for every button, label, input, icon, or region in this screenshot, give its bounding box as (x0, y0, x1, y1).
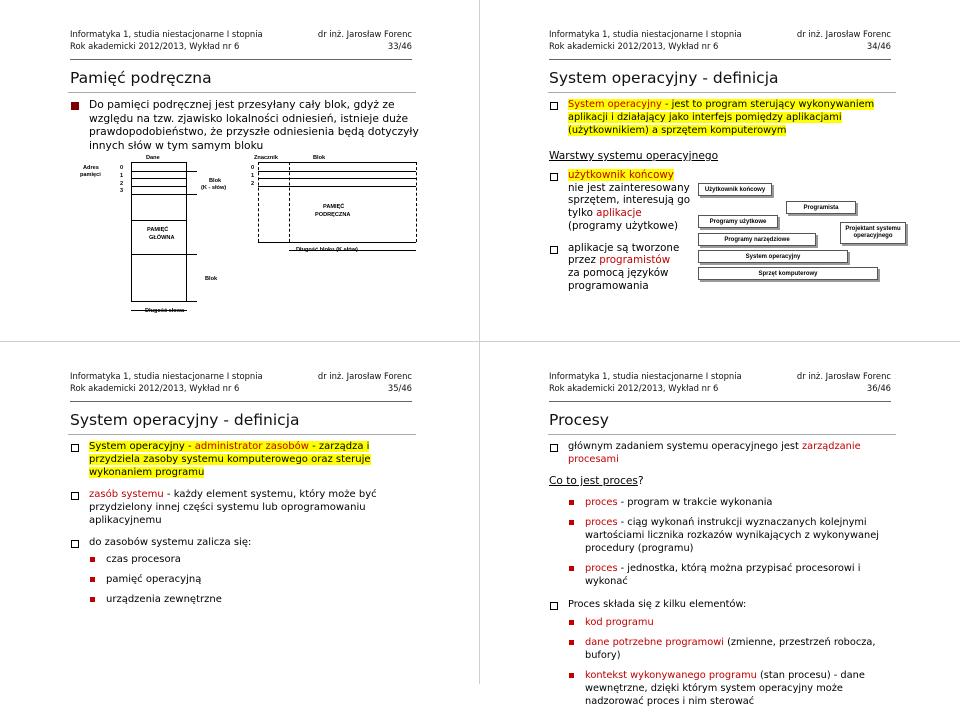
layer-applications: Programy użytkowe (698, 215, 778, 228)
author-name: dr inż. Jarosław Forenc (317, 371, 412, 381)
red-text: kontekst wykonywanego programu (585, 670, 757, 681)
red-text: kod programu (585, 617, 654, 628)
label-dlugosc-bloku: Długość bloku (K słów) (296, 247, 358, 253)
text: tylko (568, 207, 597, 220)
author-name: dr inż. Jarosław Forenc (317, 29, 412, 39)
text: aplikacje są tworzone (568, 241, 680, 254)
author-name: dr inż. Jarosław Forenc (796, 29, 891, 39)
bullet: Proces składa się z kilku elementów: (549, 598, 899, 611)
row-index: 0 (120, 165, 124, 171)
cache-edge (416, 162, 417, 242)
course-name: Informatyka 1, studia niestacjonarne I stopnia (549, 371, 742, 381)
slide-36 (480, 342, 960, 707)
text: - ciąg wykonań instrukcji wyznaczanych kolejnymi wartościami licznika rozkazów wynikających z wykonywanej procedury (programu) (585, 517, 879, 554)
course-name: Informatyka 1, studia niestacjonarne I stopnia (549, 29, 742, 39)
text: ? (637, 475, 644, 487)
title-rule (68, 434, 416, 435)
layers-heading: Warstwy systemu operacyjnego (549, 150, 719, 162)
label-blok-bottom: Blok (205, 276, 218, 282)
bracket (187, 194, 197, 195)
header-rule (549, 59, 891, 60)
label-pamieci: pamięci (80, 172, 101, 178)
page-number: 36/46 (866, 383, 891, 393)
layer-utilities: Programy narzędziowe (698, 233, 816, 246)
definition-text: - jest to program sterujący wykonywaniem aplikacji i działający jako interfejs pomiędzy aplikacjami (użytkownikiem) a sprzętem komputerowym (568, 99, 875, 136)
layer-os-designer (840, 222, 906, 244)
memory-diagram (67, 155, 415, 318)
label-znacznik: Znacznik (254, 155, 278, 161)
text: - zarządza i przydziela zasoby systemu komputerowego oraz steruje wykonaniem programu (89, 441, 371, 478)
author-name: dr inż. Jarosław Forenc (796, 371, 891, 381)
divider (258, 242, 416, 243)
header-rule (70, 59, 412, 60)
text: - jednostka, którą można przypisać procesorowi i wykonać (585, 563, 861, 587)
slide-header (549, 370, 891, 402)
sub-bullet: urządzenia zewnętrzne (89, 593, 420, 606)
layer-os: System operacyjny (698, 250, 848, 263)
divider (131, 254, 187, 255)
definition-item (568, 562, 899, 588)
red-text: proces (585, 497, 618, 508)
text: System operacyjny - (89, 441, 195, 452)
label-blok-top: Blok (313, 155, 326, 161)
bullet: Do pamięci podręcznej jest przesyłany cały blok, gdyż ze względu na tzw. zjawisko lokalności odniesień, istnieje duże prawdopodobieństwo, że przyszłe odniesienia będą dotyczyły innych słów w tym samym bloku (70, 98, 420, 153)
apps-bullet (549, 242, 699, 293)
element-item (568, 636, 899, 662)
label-dlugosc-slowa: Długość słowa (145, 308, 185, 314)
element-item (568, 669, 899, 708)
slide-body (70, 98, 420, 162)
divider (131, 178, 187, 179)
red-text: dane potrzebne programowi (585, 637, 724, 648)
row-index: 1 (120, 173, 124, 179)
slide-title: System operacyjny - definicja (549, 69, 779, 87)
question (549, 475, 899, 488)
row-index: 0 (251, 165, 255, 171)
definition-item (568, 496, 899, 509)
course-name: Informatyka 1, studia niestacjonarne I stopnia (70, 29, 263, 39)
label-pamiec-cache: PAMIĘĆ (323, 204, 345, 210)
row-index: 2 (251, 181, 255, 187)
layer-hardware: Sprzęt komputerowy (698, 267, 878, 280)
text: za pomocą języków (568, 266, 669, 279)
divider (258, 186, 416, 187)
bullet: do zasobów systemu zalicza się: (70, 536, 420, 549)
slide-header (70, 28, 412, 60)
element-item (568, 616, 899, 629)
row-index: 2 (120, 181, 124, 187)
cache-edge (258, 162, 259, 242)
text: (stan procesu) - dane wewnętrzne, dzięki którym system operacyjny może nadzorować proces i nim sterować (585, 670, 865, 707)
red-text: zasób systemu (89, 489, 164, 500)
text: - program w trakcie wykonania (617, 497, 773, 508)
red-text: administrator zasobów (194, 441, 309, 452)
bullet (549, 440, 899, 466)
divider (131, 186, 187, 187)
text: przez (568, 254, 600, 267)
label-dane: Dane (146, 155, 160, 161)
header-rule (549, 401, 891, 402)
definition-bullet (549, 98, 899, 137)
header-rule (70, 401, 412, 402)
bullet (70, 440, 420, 479)
label-glowna: GŁÓWNA (149, 235, 175, 241)
text: programowania (568, 279, 649, 292)
page-number: 34/46 (866, 41, 891, 51)
title-rule (548, 434, 896, 435)
slide-body (549, 440, 899, 715)
os-layers-diagram (688, 181, 910, 286)
page-number: 33/46 (387, 41, 412, 51)
highlight-user: użytkownik końcowy (568, 169, 674, 181)
sub-bullet: czas procesora (89, 553, 420, 566)
text: operacyjnego (853, 233, 893, 239)
definition-item (568, 516, 899, 555)
red-text: aplikacje (596, 207, 642, 220)
slide-title: System operacyjny - definicja (70, 411, 300, 429)
row-index: 1 (251, 173, 255, 179)
title-rule (68, 92, 416, 93)
course-name: Informatyka 1, studia niestacjonarne I stopnia (70, 371, 263, 381)
slide-body (70, 440, 420, 613)
bracket (187, 301, 197, 302)
bracket (187, 171, 197, 172)
academic-year: Rok akademicki 2012/2013, Wykład nr 6 (70, 41, 240, 51)
red-text: proces (585, 563, 618, 574)
academic-year: Rok akademicki 2012/2013, Wykład nr 6 (549, 41, 719, 51)
slide-header (70, 370, 412, 402)
page-number: 35/46 (387, 383, 412, 393)
text: (zmienne, przestrzeń robocza, bufory) (585, 637, 876, 661)
divider (258, 171, 416, 172)
sub-bullet: pamięć operacyjną (89, 573, 420, 586)
slide-title: Pamięć podręczna (70, 69, 212, 87)
text: (programy użytkowe) (568, 219, 679, 232)
text: - każdy element systemu, który może być przydzielony innej części systemu lub oprogramowaniu aplikacyjnemu (89, 489, 377, 526)
layer-user: Użytkownik końcowy (698, 183, 772, 196)
text: Co to jest proces (549, 475, 638, 487)
text: nie jest zainteresowany (568, 181, 690, 194)
red-text: zarządzanie procesami (568, 441, 861, 465)
academic-year: Rok akademicki 2012/2013, Wykład nr 6 (70, 383, 240, 393)
slide-title: Procesy (549, 411, 609, 429)
label-podreczna: PODRĘCZNA (315, 212, 351, 218)
divider (131, 220, 187, 221)
label-blok: Blok (209, 178, 222, 184)
red-text: proces (585, 517, 618, 528)
text: Projektant systemu (845, 226, 901, 232)
row-index: 3 (120, 188, 124, 194)
bracket (187, 254, 197, 255)
slide-header (549, 28, 891, 60)
divider (131, 194, 187, 195)
divider (131, 171, 187, 172)
user-bullet (549, 169, 699, 233)
slide-34 (480, 0, 960, 342)
divider (258, 178, 416, 179)
cache-edge (289, 162, 290, 242)
cache-top (258, 162, 416, 163)
slide-35 (0, 342, 480, 684)
academic-year: Rok akademicki 2012/2013, Wykład nr 6 (549, 383, 719, 393)
text: głównym zadaniem systemu operacyjnego jest (568, 441, 802, 452)
label-adres: Adres (83, 165, 99, 171)
red-text: programistów (599, 254, 671, 267)
title-rule (548, 92, 896, 93)
term: System operacyjny (568, 99, 662, 110)
layer-programmer: Programista (786, 201, 856, 214)
label-pamiec: PAMIĘĆ (147, 227, 169, 233)
label-k-slow: (K - słów) (201, 185, 227, 191)
bullet (70, 488, 420, 527)
text: sprzętem, interesują go (568, 194, 691, 207)
